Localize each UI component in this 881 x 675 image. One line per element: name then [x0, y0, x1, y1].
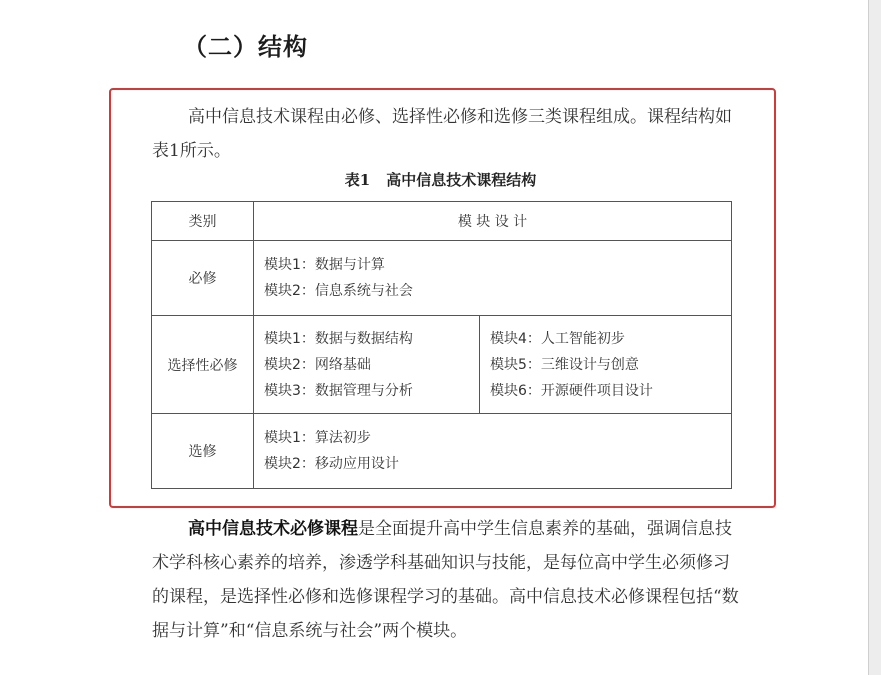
body-bold-lead: 高中信息技术必修课程	[188, 519, 358, 539]
module-cell	[254, 316, 480, 414]
module-item: 模块2：信息系统与社会	[264, 283, 413, 299]
module-cell	[254, 241, 732, 316]
module-item: 模块1：算法初步	[264, 430, 371, 446]
module-item: 模块1：数据与计算	[264, 257, 385, 273]
row-category: 必修	[152, 241, 254, 316]
table-row	[152, 241, 732, 316]
body-paragraph	[152, 512, 742, 648]
row-category: 选修	[152, 414, 254, 489]
module-item: 模块1：数据与数据结构	[264, 330, 413, 347]
header-design: 模 块 设 计	[254, 202, 732, 241]
page-edge-shadow	[868, 0, 881, 675]
body-text: 是全面提升高中学生信息素养的基础，强调信息技术学科核心素养的培养，渗透学科基础知识与技能，是每位高中学生必须修习的课程，是选择性必修和选修课程学习的基础。高中信息技术必修课程包括“数据与计算”和“信息系统与社会”两个模块。	[152, 519, 739, 641]
row-category: 选择性必修	[152, 316, 254, 414]
module-item: 模块2：移动应用设计	[264, 456, 399, 472]
module-item: 模块6：开源硬件项目设计	[490, 382, 653, 399]
module-item: 模块2：网络基础	[264, 356, 371, 373]
header-category: 类别	[152, 202, 254, 241]
table-caption-title: 高中信息技术课程结构	[386, 171, 537, 189]
table-caption	[0, 169, 881, 190]
table-row	[152, 316, 732, 414]
module-item: 模块3：数据管理与分析	[264, 382, 413, 399]
module-cell	[480, 316, 732, 414]
table-row	[152, 414, 732, 489]
module-cell	[254, 414, 732, 489]
table-caption-number: 表1	[344, 171, 371, 189]
course-structure-table	[151, 201, 732, 489]
section-title: （二）结构	[183, 33, 308, 61]
intro-paragraph: 高中信息技术课程由必修、选择性必修和选修三类课程组成。课程结构如表1所示。	[152, 107, 732, 161]
module-item: 模块4：人工智能初步	[490, 330, 625, 347]
table-header-row	[152, 202, 732, 241]
module-item: 模块5：三维设计与创意	[490, 356, 639, 373]
